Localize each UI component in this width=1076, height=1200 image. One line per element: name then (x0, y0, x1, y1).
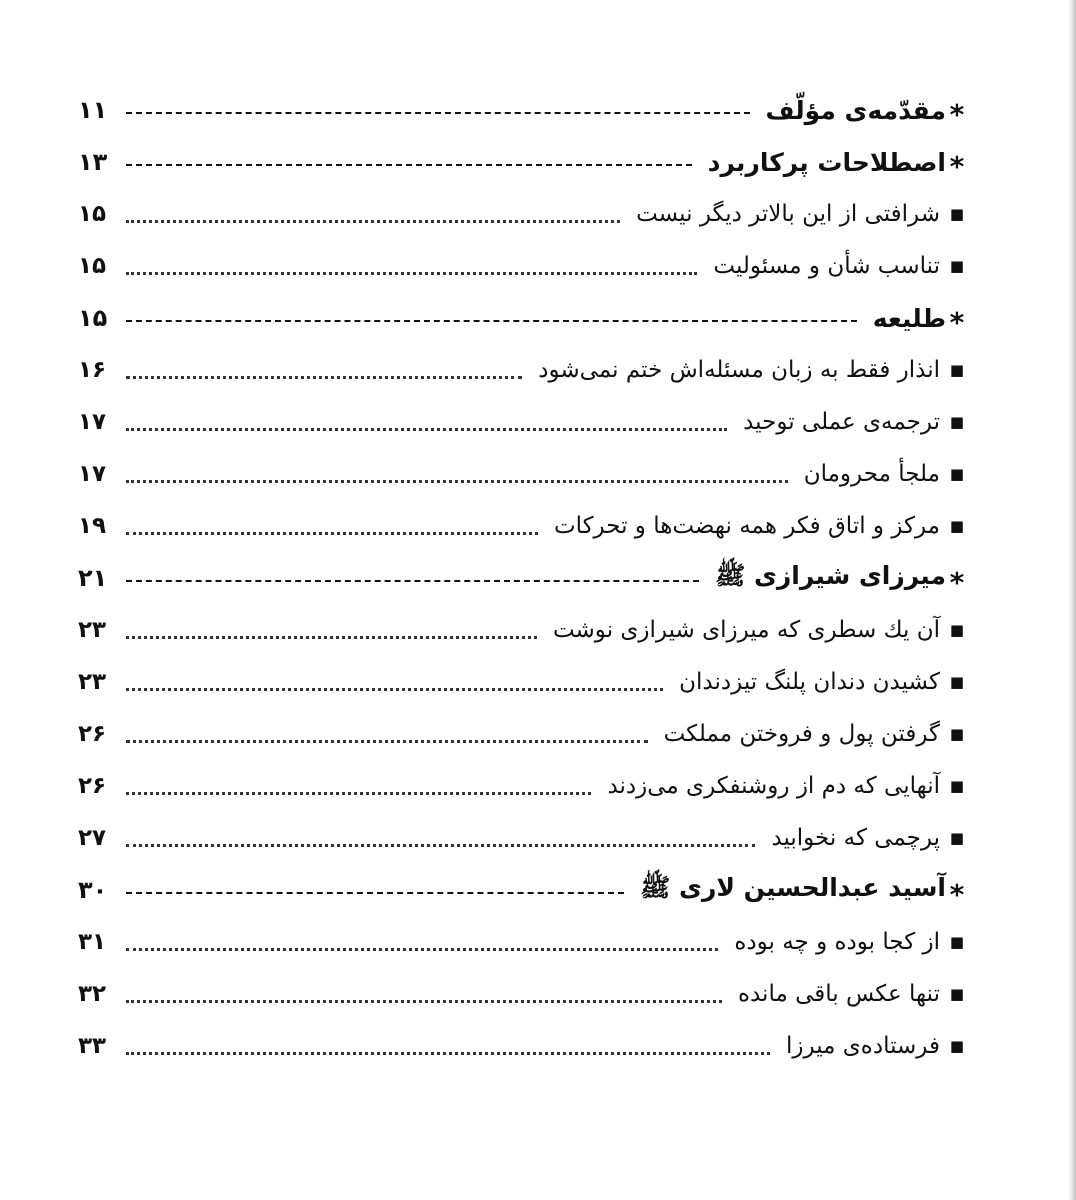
toc-entry-page-number: ۱۹ (78, 513, 107, 539)
toc-entry-subsection[interactable] (78, 344, 968, 396)
toc-entry-title: شرافتی از این بالاتر دیگر نیست (636, 201, 940, 227)
toc-entry-page-number: ۳۲ (78, 981, 107, 1007)
toc-entry-section[interactable] (78, 552, 968, 604)
star-icon: * (949, 150, 965, 183)
toc-entry-title: طلیعه (872, 303, 946, 333)
toc-leader-dots (126, 844, 755, 847)
toc-entry-title: فرستاده‌ی میرزا (786, 1033, 940, 1059)
toc-leader-dots (126, 792, 591, 795)
square-bullet-icon: ■ (949, 725, 965, 743)
toc-entry-page-number: ۱۳ (78, 148, 108, 176)
toc-leader-dashes (126, 112, 750, 114)
toc-entry-title: مقدّمه‌ی مؤلّف (765, 95, 946, 125)
square-bullet-icon: ■ (949, 205, 965, 223)
toc-entry-page-number: ۲۳ (78, 617, 107, 643)
table-of-contents (78, 84, 968, 1072)
square-bullet-icon: ■ (949, 465, 965, 483)
toc-leader-dashes (126, 164, 692, 166)
toc-entry-page-number: ۲۱ (78, 564, 108, 592)
toc-leader-dots (126, 532, 538, 535)
toc-leader-dots (126, 636, 537, 639)
toc-leader-dots (126, 948, 718, 951)
toc-entry-section[interactable] (78, 84, 968, 136)
toc-entry-subsection[interactable] (78, 656, 968, 708)
toc-entry-page-number: ۳۱ (78, 929, 107, 955)
toc-entry-page-number: ۲۳ (78, 669, 107, 695)
toc-entry-title: ملجأ محرومان (803, 461, 940, 487)
toc-entry-subsection[interactable] (78, 1020, 968, 1072)
star-icon: * (949, 566, 965, 599)
toc-entry-page-number: ۲۷ (78, 825, 107, 851)
toc-entry-subsection[interactable] (78, 812, 968, 864)
toc-entry-title: کشیدن دندان پلنگ تیزدندان (679, 669, 940, 695)
toc-entry-page-number: ۲۶ (78, 773, 107, 799)
toc-leader-dots (126, 1000, 722, 1003)
square-bullet-icon: ■ (949, 673, 965, 691)
toc-entry-page-number: ۳۰ (78, 876, 108, 904)
page-edge-shadow (1068, 0, 1076, 1200)
toc-entry-title: میرزای شیرازی ﷺ (715, 560, 946, 590)
square-bullet-icon: ■ (949, 829, 965, 847)
toc-entry-subsection[interactable] (78, 500, 968, 552)
toc-entry-title: آسید عبدالحسین لاری ﷺ (640, 872, 946, 902)
toc-leader-dots (126, 688, 663, 691)
toc-entry-page-number: ۱۵ (78, 253, 107, 279)
toc-entry-title: تنها عکس باقی مانده (737, 981, 940, 1007)
toc-leader-dots (126, 428, 727, 431)
square-bullet-icon: ■ (949, 361, 965, 379)
toc-entry-section[interactable] (78, 136, 968, 188)
square-bullet-icon: ■ (949, 985, 965, 1003)
toc-entry-subsection[interactable] (78, 240, 968, 292)
toc-entry-page-number: ۱۷ (78, 409, 107, 435)
toc-entry-page-number: ۱۵ (78, 304, 108, 332)
square-bullet-icon: ■ (949, 621, 965, 639)
toc-entry-page-number: ۱۵ (78, 201, 107, 227)
toc-entry-subsection[interactable] (78, 604, 968, 656)
star-icon: * (949, 878, 965, 911)
toc-entry-subsection[interactable] (78, 760, 968, 812)
toc-entry-subsection[interactable] (78, 448, 968, 500)
toc-leader-dots (126, 376, 522, 379)
toc-entry-title: انذار فقط به زبان مسئله‌اش ختم نمی‌شود (538, 357, 940, 383)
toc-entry-title: گرفتن پول و فروختن مملکت (663, 721, 940, 747)
toc-entry-title: آنهایی که دم از روشنفکری می‌زدند (607, 773, 940, 799)
toc-entry-page-number: ۲۶ (78, 721, 107, 747)
toc-entry-title: از کجا بوده و چه بوده (734, 929, 940, 955)
square-bullet-icon: ■ (949, 777, 965, 795)
toc-entry-subsection[interactable] (78, 188, 968, 240)
toc-entry-page-number: ۱۶ (78, 357, 107, 383)
toc-entry-subsection[interactable] (78, 916, 968, 968)
toc-entry-subsection[interactable] (78, 708, 968, 760)
toc-entry-page-number: ۳۳ (78, 1033, 107, 1059)
toc-entry-title: اصطلاحات پرکاربرد (707, 147, 946, 177)
toc-leader-dashes (126, 580, 699, 582)
toc-leader-dots (126, 740, 648, 743)
toc-entry-section[interactable] (78, 864, 968, 916)
toc-entry-title: آن یك سطری که میرزای شیرازی نوشت (552, 617, 940, 643)
star-icon: * (949, 306, 965, 339)
toc-leader-dots (126, 220, 620, 223)
toc-entry-title: تناسب شأن و مسئولیت (713, 253, 940, 279)
square-bullet-icon: ■ (949, 517, 965, 535)
square-bullet-icon: ■ (949, 413, 965, 431)
toc-leader-dashes (126, 320, 857, 322)
square-bullet-icon: ■ (949, 933, 965, 951)
toc-entry-subsection[interactable] (78, 968, 968, 1020)
toc-entry-page-number: ۱۱ (78, 96, 108, 124)
toc-entry-title: پرچمی که نخوابید (771, 825, 940, 851)
square-bullet-icon: ■ (949, 1037, 965, 1055)
toc-leader-dots (126, 272, 697, 275)
toc-leader-dashes (126, 892, 624, 894)
square-bullet-icon: ■ (949, 257, 965, 275)
star-icon: * (949, 98, 965, 131)
toc-leader-dots (126, 1052, 770, 1055)
toc-entry-title: ترجمه‌ی عملی توحید (743, 409, 940, 435)
toc-entry-section[interactable] (78, 292, 968, 344)
toc-leader-dots (126, 480, 788, 483)
toc-entry-title: مرکز و اتاق فکر همه نهضت‌ها و تحرکات (553, 513, 940, 539)
toc-entry-subsection[interactable] (78, 396, 968, 448)
toc-entry-page-number: ۱۷ (78, 461, 107, 487)
